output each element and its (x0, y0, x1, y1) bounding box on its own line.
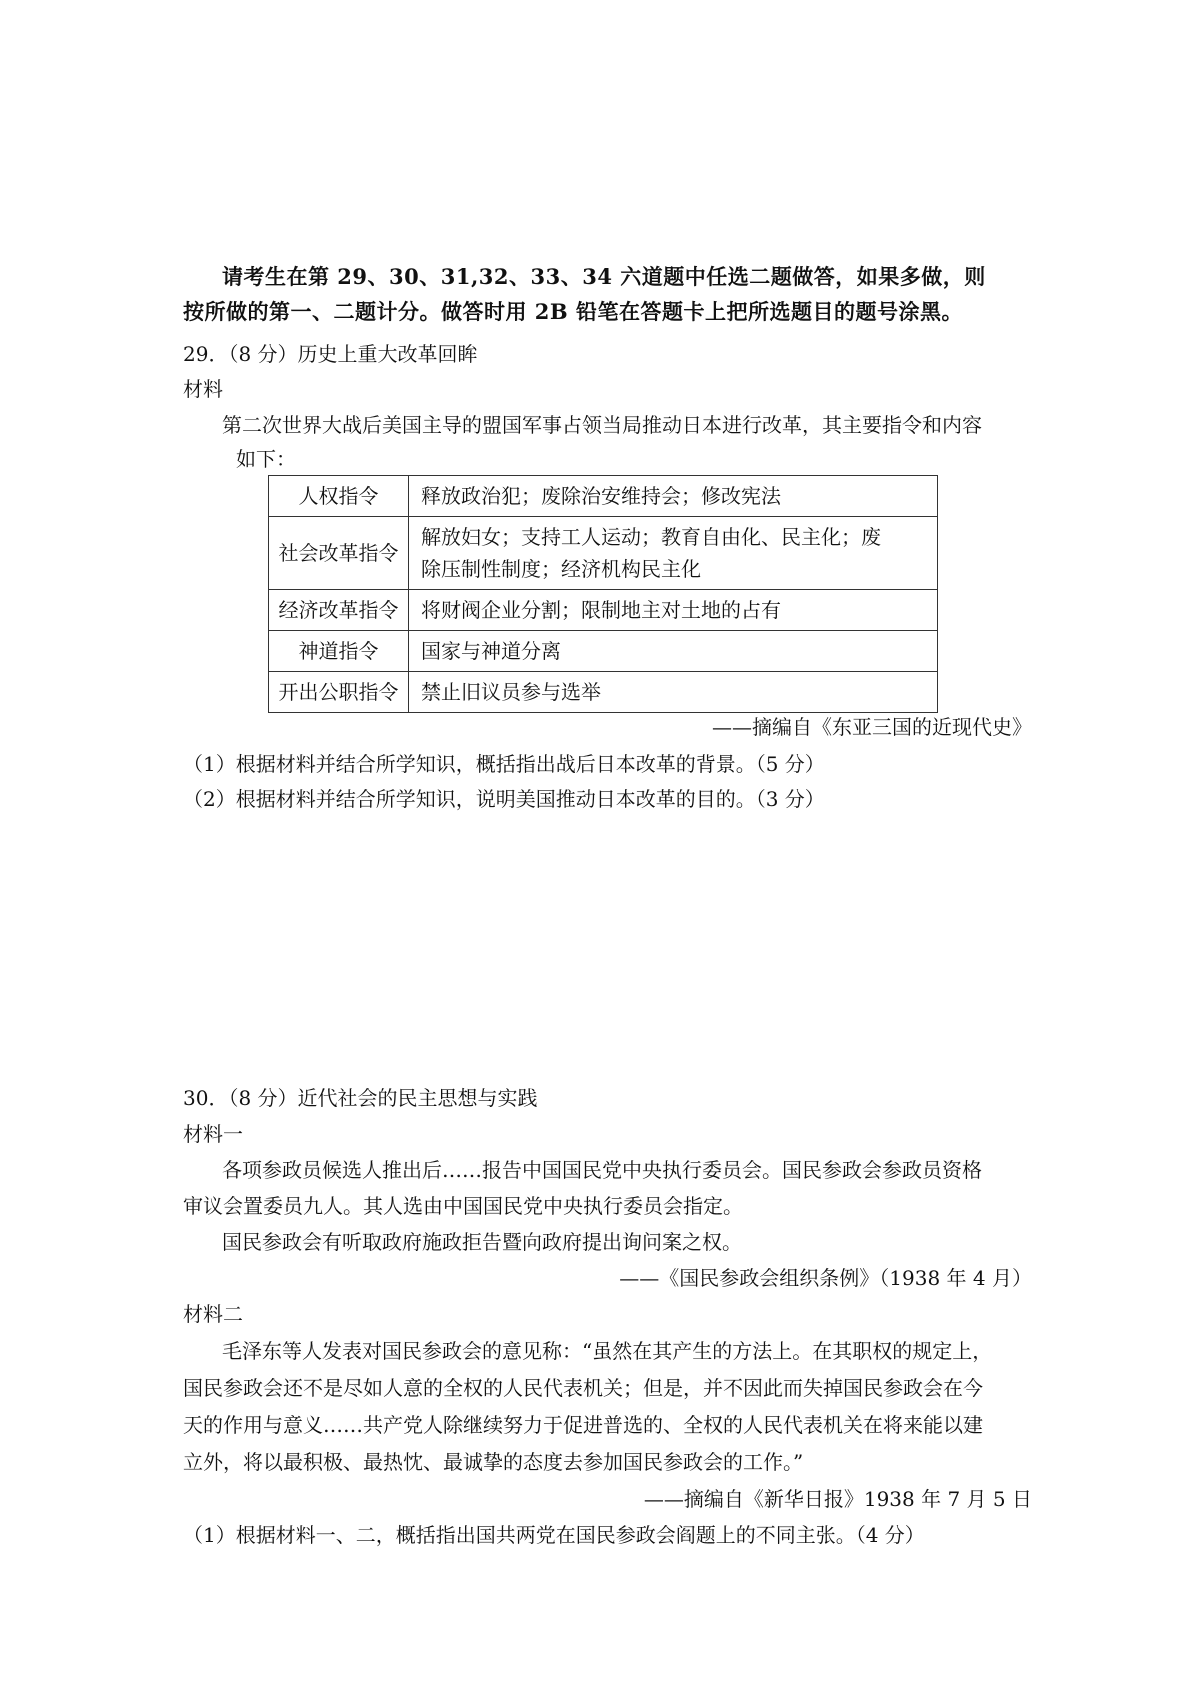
q30-material-2-line-1: 毛泽东等人发表对国民参政会的意见称：“虽然在其产生的方法上。在其职权的规定上， (222, 1339, 993, 1363)
directive-name: 社会改革指令 (269, 517, 409, 590)
q30-material-1-line-3: 国民参政会有听取政府施政拒告暨向政府提出询问案之权。 (222, 1230, 742, 1254)
table-row (269, 672, 938, 713)
table-row (269, 517, 938, 590)
directive-content: 将财阀企业分割；限制地主对土地的占有 (409, 590, 938, 631)
table-row (269, 476, 938, 517)
q30-material-1-source: ——《国民参政会组织条例》（1938 年 4 月） (619, 1266, 1032, 1290)
directive-content (409, 517, 938, 590)
directive-content: 国家与神道分离 (409, 631, 938, 672)
q30-material-2-line-3: 天的作用与意义……共产党人除继续努力于促进普选的、全权的人民代表机关在将来能以建 (183, 1413, 983, 1437)
q29-heading: 29．（8 分）历史上重大改革回眸 (183, 342, 478, 366)
q29-paragraph-line-2: 如下： (236, 447, 296, 471)
table-row (269, 631, 938, 672)
q29-subquestion-2: （2）根据材料并结合所学知识，说明美国推动日本改革的目的。（3 分） (183, 787, 825, 811)
table-row (269, 590, 938, 631)
q30-material-2-source: ——摘编自《新华日报》1938 年 7 月 5 日 (643, 1487, 1032, 1511)
q30-material-1-label: 材料一 (183, 1122, 243, 1146)
q29-material-label: 材料 (183, 377, 223, 401)
directive-name: 开出公职指令 (269, 672, 409, 713)
q30-subquestion-1: （1）根据材料一、二，概括指出国共两党在国民参政会阎题上的不同主张。（4 分） (183, 1523, 925, 1547)
directive-content-line: 解放妇女；支持工人运动；教育自由化、民主化；废 (421, 525, 881, 549)
q29-paragraph-line-1: 第二次世界大战后美国主导的盟国军事占领当局推动日本进行改革，其主要指令和内容 (222, 413, 982, 437)
q30-material-1-line-1: 各项参政员候选人推出后……报告中国国民党中央执行委员会。国民参政会参政员资格 (222, 1158, 982, 1182)
instruction-line-1: 请考生在第 29、30、31,32、33、34 六道题中任选二题做答，如果多做，则 (222, 264, 986, 289)
directive-name: 经济改革指令 (269, 590, 409, 631)
directive-content-line: 除压制性制度；经济机构民主化 (421, 557, 701, 581)
directive-name: 人权指令 (269, 476, 409, 517)
q30-heading: 30．（8 分）近代社会的民主思想与实践 (183, 1086, 538, 1110)
reform-directives-table (268, 475, 938, 713)
directive-content: 释放政治犯；废除治安维持会；修改宪法 (409, 476, 938, 517)
q30-material-1-line-2: 审议会置委员九人。其人选由中国国民党中央执行委员会指定。 (183, 1194, 743, 1218)
q30-material-2-line-4: 立外，将以最积极、最热忱、最诚挚的态度去参加国民参政会的工作。” (183, 1450, 804, 1474)
q29-source: ——摘编自《东亚三国的近现代史》 (712, 715, 1032, 739)
q29-subquestion-1: （1）根据材料并结合所学知识，概括指出战后日本改革的背景。（5 分） (183, 752, 825, 776)
instruction-line-2: 按所做的第一、二题计分。做答时用 2B 铅笔在答题卡上把所选题目的题号涂黑。 (183, 299, 963, 324)
directive-content: 禁止旧议员参与选举 (409, 672, 938, 713)
q30-material-2-label: 材料二 (183, 1302, 243, 1326)
q30-material-2-line-2: 国民参政会还不是尽如人意的全权的人民代表机关；但是，并不因此而失掉国民参政会在今 (183, 1376, 983, 1400)
directive-name: 神道指令 (269, 631, 409, 672)
